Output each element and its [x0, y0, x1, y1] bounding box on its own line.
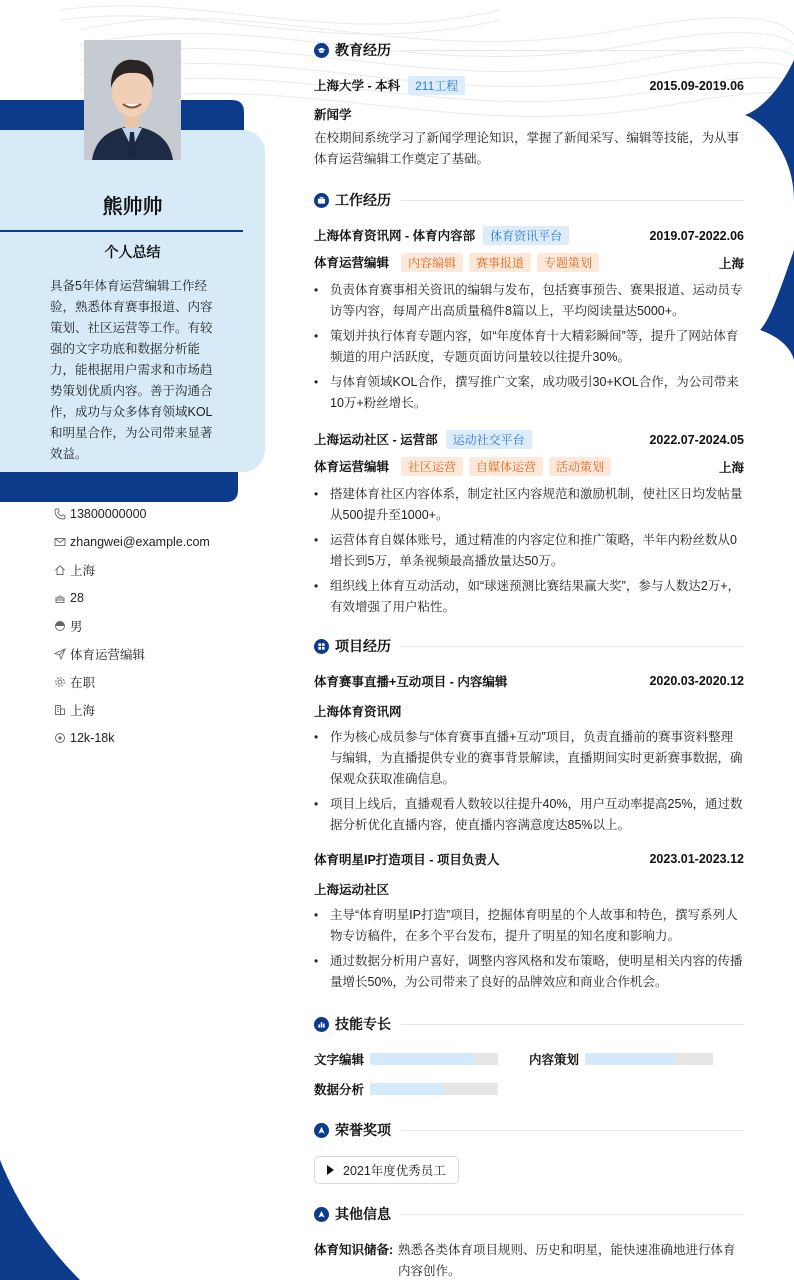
contact-salary	[50, 724, 290, 752]
skill-name: 数据分析	[314, 1083, 365, 1097]
awards-header	[314, 1120, 744, 1140]
project-bullet: • 作为核心成员参与“体育赛事直播+互动”项目，负责直播前的赛事资料整理与编辑，为直播提供专业的赛事背景解读，直播期间实时更新赛事数据，确保观众获取准确信息。	[314, 727, 744, 790]
contact-email-value: zhangwei@example.com	[70, 535, 210, 549]
skill-fill	[370, 1083, 444, 1095]
work-title: 工作经历	[335, 192, 391, 208]
skill-fill	[370, 1053, 475, 1065]
other-section	[314, 1204, 744, 1280]
skill-row	[314, 1044, 744, 1074]
contact-phone	[50, 500, 290, 528]
education-title: 教育经历	[335, 42, 391, 58]
skill-row	[314, 1074, 744, 1104]
project-org: 上海运动社区	[314, 883, 390, 897]
project-bullets	[314, 905, 744, 993]
skill-bar	[370, 1083, 498, 1095]
sidebar	[0, 0, 300, 1280]
skill-fill	[585, 1053, 675, 1065]
education-major: 新闻学	[314, 108, 352, 122]
job-role-row	[314, 457, 744, 476]
contact-status-value: 在职	[70, 676, 96, 690]
contact-age-value: 28	[70, 591, 84, 605]
skills-section	[314, 1014, 744, 1104]
contact-city	[50, 696, 290, 724]
person-name: 熊帅帅	[102, 196, 163, 218]
name-divider	[0, 230, 243, 232]
contact-status	[50, 668, 290, 696]
job-bullet: • 运营体育自媒体账号，通过精准的内容定位和推广策略，半年内粉丝数从0增长到5万，单条视频最高播放量达50万。	[314, 530, 744, 572]
job-period: 2019.07-2022.06	[649, 228, 744, 243]
job-tag: 体育资讯平台	[483, 226, 569, 245]
skill-name: 内容策划	[529, 1053, 580, 1067]
contact-email	[50, 528, 290, 556]
other-value: 熟悉各类体育项目规则、历史和明星，能快速准确地进行体育内容创作。	[398, 1243, 736, 1278]
job-item	[314, 226, 744, 414]
job-item	[314, 430, 744, 618]
other-rule	[401, 1214, 744, 1215]
projects-rule	[401, 646, 744, 647]
job-skill-tag: 专题策划	[537, 253, 599, 272]
skill-bar	[585, 1053, 713, 1065]
skills-title: 技能专长	[335, 1016, 391, 1032]
send-icon	[50, 648, 70, 660]
skills-header	[314, 1014, 744, 1034]
skill-item	[529, 1050, 744, 1068]
grid-icon	[314, 639, 329, 654]
education-row	[314, 76, 744, 95]
project-period: 2020.03-2020.12	[649, 674, 744, 688]
job-role-row	[314, 253, 744, 272]
education-period: 2015.09-2019.06	[649, 78, 744, 93]
home-icon	[50, 564, 70, 576]
skill-name: 文字编辑	[314, 1053, 365, 1067]
job-header	[314, 430, 744, 449]
job-company: 上海运动社区 - 运营部	[314, 433, 438, 447]
job-bullet: • 负责体育赛事相关资讯的编辑与发布，包括赛事预告、赛果报道、运动员专访等内容，每周产出高质量稿件8篇以上，平均阅读量达5000+。	[314, 280, 744, 322]
project-bullet: • 通过数据分析用户喜好，调整内容风格和发布策略，使明星相关内容的传播量增长50%，为公司带来了良好的品牌效应和商业合作机会。	[314, 951, 744, 993]
job-role: 体育运营编辑	[314, 460, 390, 474]
school-tag: 211工程	[408, 76, 465, 95]
skill-item	[314, 1050, 529, 1068]
job-skill-tag: 社区运营	[401, 457, 463, 476]
project-header	[314, 850, 744, 868]
school-name: 上海大学 - 本科	[314, 79, 401, 93]
project-bullet: • 项目上线后，直播观看人数较以往提升40%，用户互动率提高25%，通过数据分析优化直播内容，使直播内容满意度达85%以上。	[314, 794, 744, 836]
project-item	[314, 672, 744, 836]
summary-title: 个人总结	[104, 244, 161, 260]
briefcase-icon	[314, 193, 329, 208]
project-bullet: • 主导“体育明星IP打造”项目，挖掘体育明星的个人故事和特色，撰写系列人物专访稿件，在多个平台发布，提升了明星的知名度和影响力。	[314, 905, 744, 947]
contact-city-value: 上海	[70, 704, 96, 718]
other-title: 其他信息	[335, 1206, 391, 1222]
job-city: 上海	[718, 256, 744, 271]
contact-phone-value: 13800000000	[70, 507, 147, 521]
avatar	[84, 40, 181, 160]
job-tag: 运动社交平台	[446, 430, 532, 449]
other-header	[314, 1204, 744, 1224]
awards-title: 荣誉奖项	[335, 1122, 391, 1138]
education-desc: 在校期间系统学习了新闻学理论知识，掌握了新闻采写、编辑等技能，为从事体育运营编辑工作奠定了基础。	[314, 131, 740, 166]
phone-icon	[50, 508, 70, 520]
project-bullets	[314, 727, 744, 836]
award-item	[314, 1156, 459, 1184]
contact-gender-value: 男	[70, 620, 83, 634]
work-section	[314, 190, 744, 618]
job-skill-tag: 自媒体运营	[469, 457, 543, 476]
projects-header	[314, 636, 744, 656]
project-org: 上海体育资讯网	[314, 705, 402, 719]
contact-position-value: 体育运营编辑	[70, 648, 146, 662]
play-icon	[327, 1165, 334, 1175]
work-rule	[401, 200, 744, 201]
project-period: 2023.01-2023.12	[649, 852, 744, 866]
contact-gender	[50, 612, 290, 640]
mail-icon	[50, 536, 70, 548]
job-bullet: • 组织线上体育互动活动，如“球迷预测比赛结果赢大奖”，参与人数达2万+，有效增强了用户粘性。	[314, 576, 744, 618]
project-item	[314, 850, 744, 993]
project-header	[314, 672, 744, 690]
job-bullets	[314, 484, 744, 618]
job-header	[314, 226, 744, 245]
job-period: 2022.07-2024.05	[649, 432, 744, 447]
building-icon	[50, 704, 70, 716]
job-bullet: • 搭建体育社区内容体系，制定社区内容规范和激励机制，使社区日均发帖量从500提升至1000+。	[314, 484, 744, 526]
coin-icon	[50, 732, 70, 744]
contact-home	[50, 556, 290, 584]
job-skill-tag: 赛事报道	[469, 253, 531, 272]
education-header	[314, 40, 744, 60]
gear-icon	[50, 676, 70, 688]
skill-bar	[370, 1053, 498, 1065]
info-icon	[314, 1207, 329, 1222]
awards-rule	[401, 1130, 744, 1131]
award-label: 2021年度优秀员工	[343, 1164, 446, 1178]
main-content	[314, 0, 744, 1280]
projects-section	[314, 636, 744, 993]
job-skill-tag: 活动策划	[549, 457, 611, 476]
skill-item	[314, 1080, 536, 1098]
job-company: 上海体育资讯网 - 体育内容部	[314, 229, 476, 243]
projects-title: 项目经历	[335, 638, 391, 654]
graduation-cap-icon	[314, 43, 329, 58]
contact-list	[50, 500, 290, 752]
education-section	[314, 40, 744, 170]
project-name: 体育明星IP打造项目 - 项目负责人	[314, 853, 500, 867]
contact-salary-value: 12k-18k	[70, 731, 115, 745]
job-bullets	[314, 280, 744, 414]
cake-icon	[50, 592, 70, 604]
contact-age	[50, 584, 290, 612]
job-city: 上海	[718, 460, 744, 475]
job-bullet: • 策划并执行体育专题内容，如“年度体育十大精彩瞬间”等，提升了网站体育频道的用户活跃度，专题页面访问量较以往提升30%。	[314, 326, 744, 368]
education-rule	[401, 50, 744, 51]
award-list	[314, 1156, 744, 1184]
gender-icon	[50, 620, 70, 632]
awards-section	[314, 1120, 744, 1184]
award-icon	[314, 1123, 329, 1138]
other-label: 体育知识储备:	[314, 1243, 394, 1257]
bar-chart-icon	[314, 1017, 329, 1032]
job-bullet: • 与体育领域KOL合作，撰写推广文案，成功吸引30+KOL合作，为公司带来10万+粉丝增长。	[314, 372, 744, 414]
contact-position	[50, 640, 290, 668]
project-name: 体育赛事直播+互动项目 - 内容编辑	[314, 675, 508, 689]
job-skill-tag: 内容编辑	[401, 253, 463, 272]
work-header	[314, 190, 744, 210]
job-role: 体育运营编辑	[314, 256, 390, 270]
contact-home-value: 上海	[70, 564, 96, 578]
other-row	[314, 1240, 744, 1280]
skills-rule	[401, 1024, 744, 1025]
summary-text: 具备5年体育运营编辑工作经验，熟悉体育赛事报道、内容策划、社区运营等工作。有较强的文字功底和数据分析能力，能根据用户需求和市场趋势策划优质内容。善于沟通合作，成功与众多体育领域KOL和明星合作，为公司带来显著效益。	[50, 279, 213, 461]
